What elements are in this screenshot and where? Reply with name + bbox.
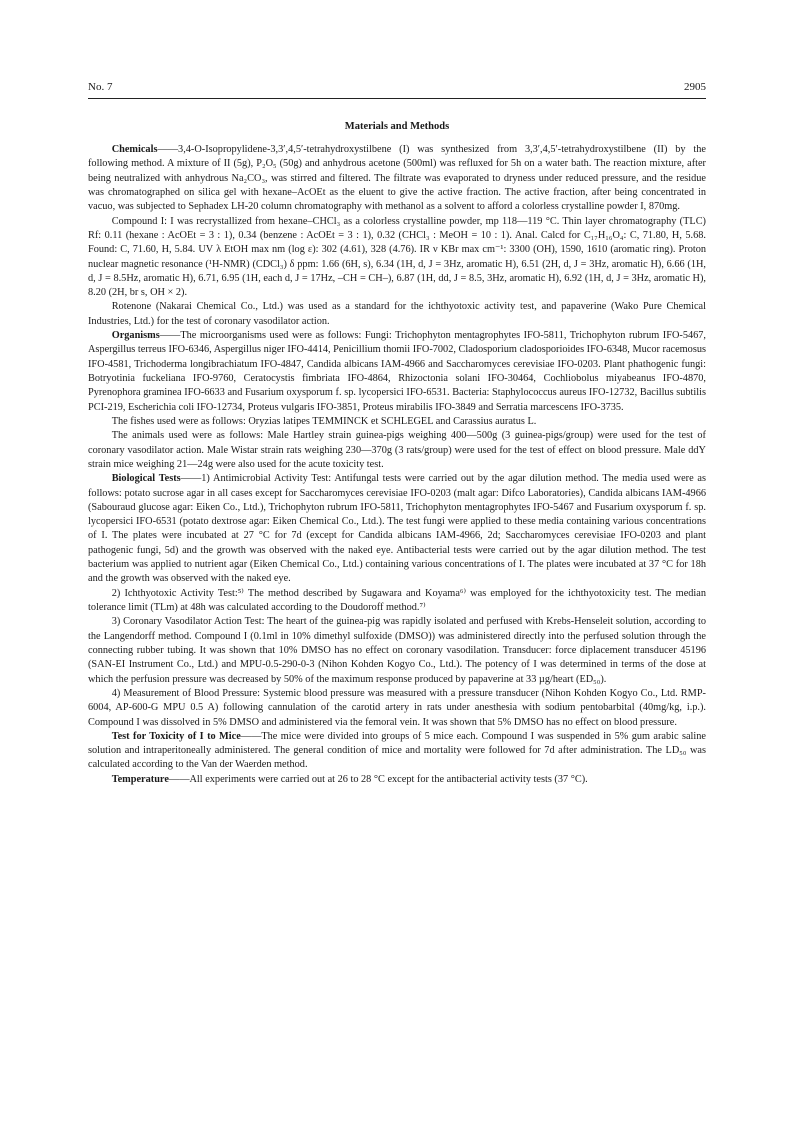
running-header: [88, 80, 706, 94]
paragraph-fishes: [88, 415, 706, 429]
paragraph-temperature: [88, 773, 706, 787]
text-ichthyotoxic: 2) Ichthyotoxic Activity Test:⁵⁾ The method described by Sugawara and Koyama⁶⁾ was employed for the ichthyotoxicity test. The median tolerance limit (TLm) at 48h was calculated according to the Doudoroff method.⁷⁾: [88, 587, 706, 613]
paragraph-coronary: [88, 615, 706, 687]
text-blood-pressure: 4) Measurement of Blood Pressure: Systemic blood pressure was measured with a pressure transducer (Nihon Kohden Kogyo Co., Ltd. RMP-6004, AP-600-G MPU 0.5 A) following cannulation of the carotid artery in rats under anesthesia with sodium pentobarbital (40mg/kg, i.p.). Compound I was dissolved in 5% DMSO and administered via the femoral vein. It was shown that 5% DMSO has no effect on blood pressure.: [88, 687, 706, 728]
text-toxicity: ——The mice were divided into groups of 5 mice each. Compound I was suspended in 5% gum arabic saline solution and intraperitoneally administered. The general condition of mice and mortality were followed for 7d after administration. The LD₅₀ was calculated according to the Van der Waerden method.: [88, 730, 706, 771]
paragraph-toxicity: [88, 730, 706, 773]
heading-organisms: Organisms: [111, 330, 160, 342]
text-animals: The animals used were as follows: Male Hartley strain guinea-pigs weighing 400—500g (3 guinea-pigs/group) were used for the test of coronary vasodilator action. Male Wistar strain rats weighing 230—370g (3 rats/group) were used for the test of effect on blood pressure. Male ddY strain mice weighing 21—24g were also used for the acute toxicity test.: [88, 430, 706, 470]
page: [88, 80, 706, 787]
text-coronary: 3) Coronary Vasodilator Action Test: The heart of the guinea-pig was rapidly isolated and perfused with Krebs-Henseleit solution, according to the Langendorff method. Compound I (0.1ml in 10% dimethyl sulfoxide (DMSO)) was administered directly into the perfused solution through the connecting rubber tubing. It was shown that 10% DMSO has no effect on coronary vasodilation. Transducer: force diplacement transducer 45196 (SAN-EI Instrument Co., Ltd.) and MPU-0.5-290-0-3 (Nihon Kohden Kogyo Co., Ltd.). The potency of I was determined in terms of the dose at which the perfusion pressure was decreased by 50% of the maximum response produced by papaverine at 33 µg/heart (ED₅₀).: [88, 616, 706, 685]
paragraph-organisms: [88, 329, 706, 415]
text-temperature: ——All experiments were carried out at 26 to 28 °C except for the antibacterial activity tests (37 °C).: [168, 773, 588, 785]
paragraph-biological: [88, 472, 706, 587]
paragraph-animals: [88, 429, 706, 472]
text-compound: Compound I: I was recrystallized from hexane–CHCl₃ as a colorless crystalline powder, mp 118—119 °C. Thin layer chromatography (TLC) Rf: 0.11 (hexane : AcOEt = 3 : 1), 0.34 (benzene : AcOEt = 3 : 1), 0.32 (CHCl₃ : MeOH = 10 : 1). Anal. Calcd for C₁₇H₁₆O₄: C, 71.80, H, 5.68. Found: C, 71.60, H, 5.84. UV λ EtOH max nm (log ε): 302 (4.61), 328 (4.76). IR ν KBr max cm⁻¹: 3300 (OH), 1590, 1610 (aromatic ring). Proton nuclear magnetic resonance (¹H-NMR) (CDCl₃) δ ppm: 1.66 (6H, s), 6.34 (1H, d, J = 3Hz, aromatic H), 6.51 (2H, d, J = 3Hz, aromatic H), 6.66 (1H, d, J = 8.5Hz, aromatic H), 6.71, 6.95 (1H, each d, J = 17Hz, –CH = CH–), 6.87 (1H, dd, J = 8.5, 3Hz, aromatic H), 6.92 (1H, d, J = 3Hz, aromatic H), 8.20 (2H, br s, OH × 2).: [88, 215, 706, 299]
heading-biological: Biological Tests: [111, 473, 181, 485]
header-rule: [88, 98, 706, 99]
text-biological: ——1) Antimicrobial Activity Test: Antifungal tests were carried out by the agar dilution method. The media used were as follows: potato sucrose agar in all cases except for Saccharomyces cerevisiae IFO-0203 (malt agar: Difco Laboratories), Candida albicans IAM-4966 (Sabouraud glucose agar: Eiken Co., Ltd.), Trichophyton rubrum IFO-5811, Trichophyton mentagrophytes IFO-5467 and Fusarium oxysporum f. sp. lycopersici IFO-6531 (potato dextrose agar: Eiken Chemical Co., Ltd.). The test fungi were applied to these media containing various concentrations of I. The plates were incubated at 27 °C for 7d (except for Candida albicans IAM-4966, 2d; Saccharomyces cerevisiae IFO-0203 and plant pathogenic fungi, 5d) and the growth was observed with the naked eye. Antibacterial tests were carried out by the agar dilution method. The test bacterium was applied to nutrient agar (Eiken Chemical Co., Ltd.) containing various concentrations of I. The plates were incubated at 37 °C for 18h and the growth was observed with the naked eye.: [88, 473, 706, 585]
heading-chemicals: Chemicals: [111, 144, 158, 155]
article-body: [88, 143, 706, 787]
section-title: Materials and Methods: [344, 121, 450, 132]
heading-temperature: Temperature: [111, 773, 169, 785]
text-organisms: ——The microorganisms used were as follows: Fungi: Trichophyton mentagrophytes IFO-5811, Trichophyton rubrum IFO-5467, Aspergillus terreus IFO-6346, Aspergillus niger IFO-4414, Penicillium thomii IFO-7002, Cladosporium cladosporioides IFO-6348, Mucor racemosus IFO-4581, Trichoderma longibrachiatum IFO-4847, Candida albicans IAM-4966 and Saccharomyces cerevisiae IFO-0203. Plant phathogenic fungi: Botryotinia fuckeliana IFO-9760, Ceratocystis fimbriata IFO-4864, Rhizoctonia solani IFO-30464, Cochliobolus miyabeanus IFO-4870, Pyrenophora graminea IFO-6633 and Fusarium oxysporum f. sp. lycopersici IFO-6531. Bacteria: Staphylococcus aureus IFO-12732, Bacillus subtilis PCI-219, Escherichia coli IFO-12734, Proteus vulgaris IFO-3851, Proteus mirabilis IFO-3849 and Serratia marcescens IFO-3735.: [88, 330, 706, 413]
text-rotenone: Rotenone (Nakarai Chemical Co., Ltd.) was used as a standard for the ichthyotoxic activity test, and papaverine (Wako Pure Chemical Industries, Ltd.) for the test of coronary vasodilator action.: [88, 301, 706, 327]
text-chemicals: ——3,4-O-Isopropylidene-3,3′,4,5′-tetrahydroxystilbene (I) was synthesized from 3,3′,4,5′-tetrahydroxystilbene (II) by the following method. A mixture of II (5g), P₂O₅ (50g) and anhydrous acetone (500ml) was refluxed for 5h on a water bath. The reaction mixture, after being neutralized with anhydrous Na₂CO₃, was stirred and filtered. The filtrate was evaporated to dryness under reduced pressure, and the residue was chromatographed on silica gel with hexane–AcOEt as the eluent to give the active fraction. The active fraction, after being concentrated in vacuo, was subjected to Sephadex LH-20 column chromatography with methanol as a solvent to afford a colorless crystalline powder I, 870mg.: [88, 144, 706, 213]
paragraph-blood-pressure: [88, 687, 706, 730]
page-number: 2905: [684, 81, 706, 93]
paragraph-chemicals: [88, 143, 706, 215]
heading-toxicity: Test for Toxicity of I to Mice: [111, 730, 241, 742]
issue-number: No. 7: [88, 81, 113, 93]
text-fishes: The fishes used were as follows: Oryzias latipes TEMMINCK et SCHLEGEL and Carassius auratus L.: [111, 415, 537, 427]
paragraph-rotenone: [88, 300, 706, 329]
paragraph-ichthyotoxic: [88, 587, 706, 616]
paragraph-compound: [88, 215, 706, 301]
